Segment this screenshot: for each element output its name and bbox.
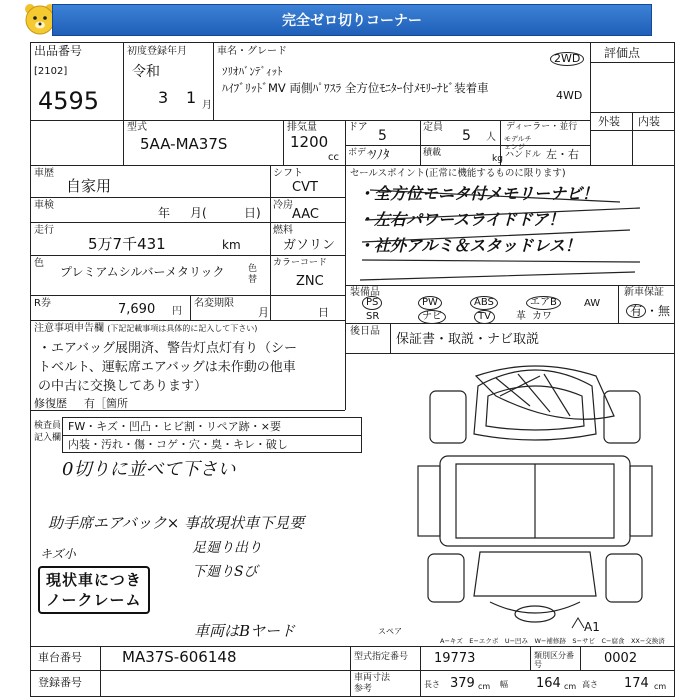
equip-pw: PW <box>418 296 442 310</box>
capacity-unit: 人 <box>486 132 496 143</box>
height-unit: cm <box>654 682 667 691</box>
height-value: 174 <box>624 676 649 691</box>
width-label: 幅 <box>500 680 508 689</box>
score-exterior: 外装 <box>598 115 620 128</box>
name-change-label: 名変期限 <box>194 298 234 309</box>
notes-label: 注意事項申告欄 (下記記載事項は具体的に記入して下さい) <box>34 323 258 334</box>
lot-number: 4595 <box>38 87 100 115</box>
model-value: 5AA-MA37S <box>140 135 228 153</box>
car-name-line2: ﾊｲﾌﾞﾘｯﾄﾞMV 両側ﾊﾟﾜｽﾗ 全方位ﾓﾆﾀｰ付ﾒﾓﾘｰﾅﾋﾞ装着車 <box>222 81 489 95</box>
registration-label: 登録番号 <box>38 676 82 689</box>
doors-label: ドア <box>348 122 368 133</box>
equip-tv: TV <box>474 310 495 324</box>
usage-value: 自家用 <box>66 177 112 195</box>
stamp-line: ノークレーム <box>46 591 142 609</box>
sales-point-item: ・全方位モニタ付メモリーナビ！ <box>358 184 599 203</box>
header-banner: 完全ゼロ切りコーナー <box>52 4 652 36</box>
inspection-year: 年 <box>158 206 171 220</box>
equip-sr: SR <box>366 311 380 322</box>
dimensions-label: 車両寸法 参考 <box>354 673 391 694</box>
shift-value: CVT <box>292 180 318 195</box>
documents-value: 保証書・取説・ナビ取説 <box>396 332 540 347</box>
aircon-value: AAC <box>292 207 319 222</box>
name-change-day: 日 <box>318 306 329 319</box>
height-label: 高さ <box>582 680 598 689</box>
inspection-day: 日) <box>244 206 261 220</box>
handwritten-note: キズ小 <box>40 547 76 561</box>
class-number-label: 類別区分番号 <box>534 651 574 669</box>
displacement-value: 1200 <box>290 133 329 151</box>
chassis-value: MA37S-606148 <box>122 648 237 666</box>
damage-legend: A−キズ E−エクボ U−凹み W−補修跡 S−サビ C−腐食 XX−交換済 <box>440 637 665 645</box>
spare-label: スペア <box>378 627 402 636</box>
chassis-label: 車台番号 <box>38 651 82 664</box>
inspection-label: 車検 <box>34 200 54 211</box>
steering-value: 左・右 <box>546 148 579 161</box>
equip-abs: ABS <box>470 296 498 310</box>
repair-value: 有［箇所 <box>84 397 128 410</box>
aircon-label: 冷房 <box>273 200 293 211</box>
load-unit: kg <box>492 154 503 164</box>
recycle-unit: 円 <box>172 306 182 317</box>
mileage-unit: km <box>222 238 241 252</box>
equip-navi: ナビ <box>418 310 446 324</box>
usage-label: 車歴 <box>34 168 54 179</box>
load-label: 積載 <box>423 148 442 158</box>
length-label: 長さ <box>424 680 440 689</box>
lot-code: [2102] <box>34 66 68 77</box>
handwritten-note: 車両はBヤード <box>194 622 296 640</box>
fuel-value: ガソリン <box>283 238 336 253</box>
capacity-label: 定員 <box>423 122 443 133</box>
notes-line: トベルト、運転席エアバッグは未作動の他車 <box>38 360 296 375</box>
dealer-label: ディーラー・並行 <box>506 122 578 132</box>
recycle-value: 7,690 <box>118 302 156 317</box>
diagram-mark: A1 <box>584 620 600 634</box>
equip-ps: PS <box>362 296 382 310</box>
type-number-value: 19773 <box>434 651 476 666</box>
strike-marks <box>350 180 650 285</box>
first-reg-year: 3 <box>158 88 169 107</box>
first-reg-label: 初度登録年月 <box>127 46 187 57</box>
type-number-label: 型式指定番号 <box>354 652 409 662</box>
color-change-label: 色替 <box>248 264 258 285</box>
warranty-label: 新車保証 <box>624 287 664 298</box>
handwritten-note: 足廻り出り <box>192 540 262 556</box>
repair-label: 修復歴 <box>34 397 67 410</box>
documents-label: 後日品 <box>350 326 380 337</box>
model-label: 型式 <box>127 122 147 133</box>
notes-line: ・エアバッグ展開済、警告灯点灯有り（シー <box>38 341 297 356</box>
sales-point-item: ・社外アルミ＆スタッドレス！ <box>358 236 581 255</box>
color-code-value: ZNC <box>296 274 324 289</box>
model-change-label: モデルチェンジ <box>504 135 532 151</box>
width-unit: cm <box>564 682 577 691</box>
doors-value: 5 <box>378 128 387 144</box>
capacity-value: 5 <box>462 128 471 144</box>
handwritten-note: 下廻りSび <box>192 564 258 580</box>
body-label: ボディ <box>348 148 375 158</box>
class-number-value: 0002 <box>604 651 638 666</box>
as-is-stamp <box>38 566 150 614</box>
equip-aw: AW <box>584 298 601 309</box>
steering-label: ハンドル <box>505 150 542 160</box>
fuel-label: 燃料 <box>273 225 293 236</box>
width-value: 164 <box>536 676 561 691</box>
name-change-month: 月 <box>258 306 269 319</box>
length-value: 379 <box>450 676 475 691</box>
score-interior: 内装 <box>638 115 660 128</box>
color-value: プレミアムシルバーメタリック <box>60 265 225 279</box>
first-reg-month: 1 <box>186 88 197 107</box>
equipment-label: 装備品 <box>350 287 380 298</box>
inspection-month: 月( <box>190 206 207 220</box>
inspector-row-interior: 内装・汚れ・傷・コゲ・穴・臭・キレ・破し <box>68 438 288 451</box>
first-reg-era: 令和 <box>132 64 160 80</box>
recycle-label: R券 <box>34 298 51 309</box>
first-reg-month-unit: 月 <box>202 100 212 111</box>
equip-kawa: カワ <box>532 311 552 322</box>
shift-label: シフト <box>273 168 303 179</box>
mileage-label: 走行 <box>34 225 54 236</box>
color-code-label: カラーコード <box>273 258 328 268</box>
mileage-value: 5万7千431 <box>88 235 166 253</box>
car-name-label: 車名・グレード <box>217 46 287 57</box>
color-label: 色 <box>34 258 44 269</box>
equip-airbag: エアB <box>526 296 561 310</box>
warranty-value: 有 ・無 <box>626 304 670 318</box>
notes-line: の中古に交換してあります） <box>38 379 208 394</box>
sales-points-label: セールスポイント(正常に機能するものに限ります) <box>350 168 566 179</box>
inspector-label: 検査員 記入欄 <box>34 421 62 443</box>
handwritten-note: 0切りに並べて下さい <box>62 459 236 480</box>
sales-point-item: ・左右パワースライドドア！ <box>358 210 565 229</box>
drive-2wd: 2WD <box>550 52 584 66</box>
equip-leather: 革 <box>516 311 526 322</box>
displacement-label: 排気量 <box>287 122 317 133</box>
length-unit: cm <box>478 682 491 691</box>
car-name-line1: ｿﾘｵﾊﾞﾝﾃﾞｨｯﾄ <box>222 65 283 78</box>
car-damage-diagram <box>400 356 670 641</box>
stamp-line: 現状車につき <box>46 571 142 589</box>
drive-4wd: 4WD <box>556 89 583 102</box>
displacement-unit: cc <box>328 152 339 163</box>
lot-label: 出品番号 <box>34 44 83 58</box>
inspector-row-exterior: FW・キズ・凹凸・ヒビ割・リペア跡・×要 <box>68 420 281 433</box>
score-label: 評価点 <box>604 46 641 60</box>
handwritten-note: 助手席エアバック× 事故現状車下見要 <box>48 514 305 532</box>
body-value: ｿﾉﾀ <box>370 148 390 163</box>
